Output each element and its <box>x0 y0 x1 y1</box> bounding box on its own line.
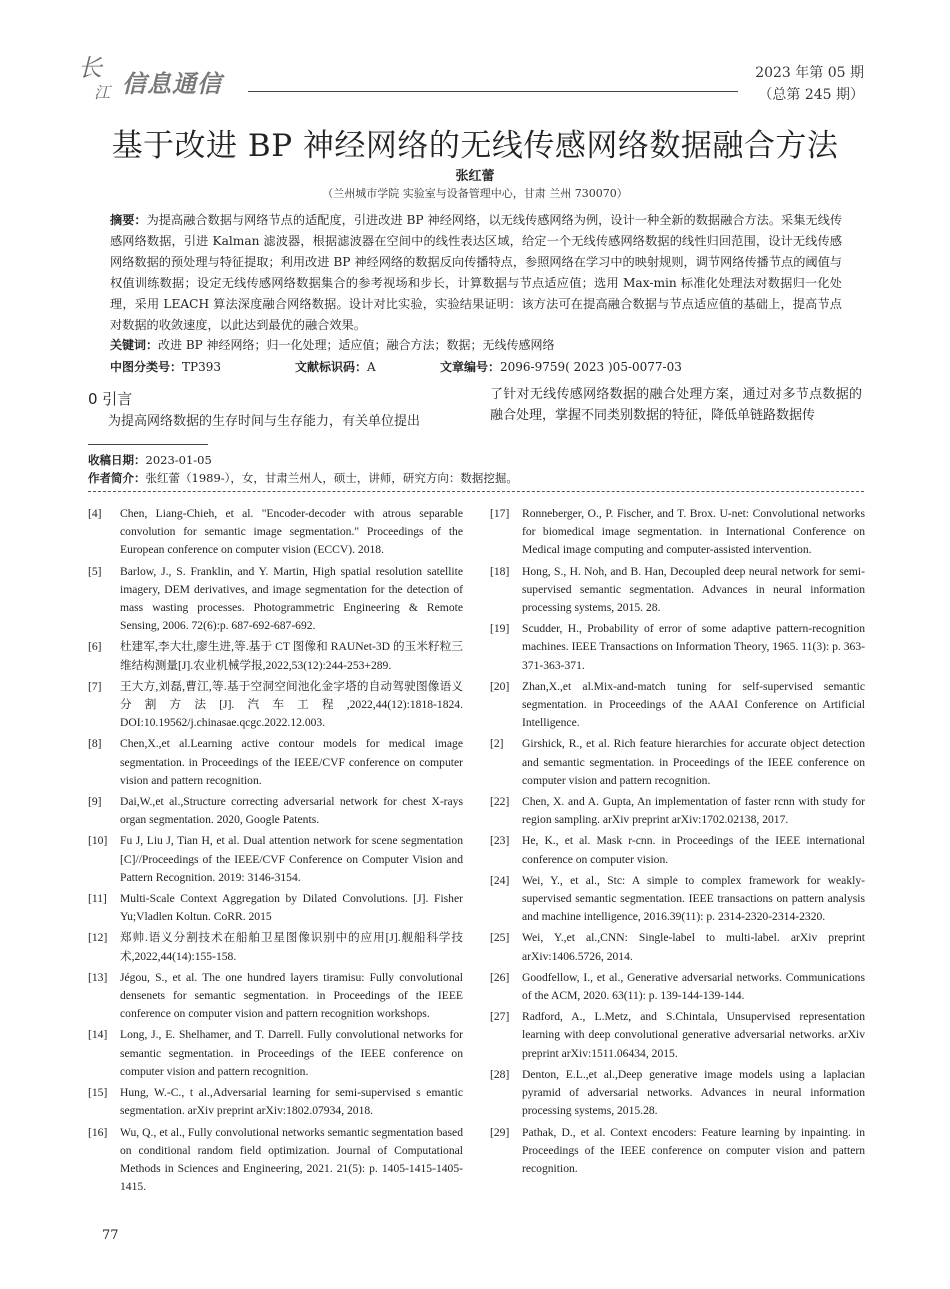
article-author: 张红蕾 <box>455 169 495 184</box>
reference-item <box>88 1124 463 1197</box>
article-value: 2096-9759( 2023 )05-0077-03 <box>500 360 682 374</box>
reference-number: [19] <box>490 622 510 636</box>
reference-item <box>490 793 865 829</box>
footnote-rule <box>88 444 208 445</box>
reference-text: Wei, Y., et al., Stc: A simple to complex framework for weakly-supervised semantic segmentation. IEEE transactions on pattern analysis and machine intelligence, 2016.39(11): p. 2314-2320-2314-2320. <box>522 873 865 924</box>
reference-text: Barlow, J., S. Franklin, and Y. Martin, High spatial resolution satellite imagery, DEM derivatives, and image segmentation for the detection of mass wasting processes. Photogrammetric Engineering & Remote Sensing, 2006. 72(6):p. 687-692-687-692. <box>120 564 463 633</box>
reference-item <box>490 505 865 560</box>
reference-text: Ronneberger, O., P. Fischer, and T. Brox. U-net: Convolutional networks for biomedical image segmentation. in International Conference on Medical image computing and computer-assisted intervention. <box>522 507 865 557</box>
reference-item <box>88 1084 463 1120</box>
reference-number: [12] <box>88 931 108 945</box>
reference-number: [5] <box>88 564 102 578</box>
reference-text: 杜建军,李大壮,廖生进,等.基于 CT 图像和 RAUNet-3D 的玉米籽粒三维结构测量[J].农业机械学报,2022,53(12):244-253+289. <box>120 640 463 672</box>
reference-number: [13] <box>88 970 108 984</box>
reference-text: 郑帅.语义分割技术在船舶卫星图像识别中的应用[J].舰船科学技术,2022,44(14):155-158. <box>120 931 463 963</box>
author-affiliation: （兰州城市学院 实验室与设备管理中心，甘肃 兰州 730070） <box>322 187 628 200</box>
logo-brand-text: 信息通信 <box>122 70 222 98</box>
reference-number: [10] <box>88 834 108 848</box>
reference-text: Dai,W.,et al.,Structure correcting adversarial network for chest X-rays organ segmentation. 2020, Google Patents. <box>120 795 463 827</box>
reference-text: Fu J, Liu J, Tian H, et al. Dual attention network for scene segmentation [C]//Proceedings of the IEEE/CVF Conference on Computer Vision and Pattern Recognition. 2019: 3146-3154. <box>120 834 463 884</box>
reference-number: [24] <box>490 873 510 887</box>
reference-item <box>88 505 463 560</box>
keywords-label: 关键词： <box>110 338 159 352</box>
reference-item <box>88 638 463 674</box>
reference-number: [2] <box>490 737 504 751</box>
reference-item <box>490 832 865 868</box>
reference-text: Girshick, R., et al. Rich feature hierarchies for accurate object detection and semantic segmentation. in Proceedings of the IEEE conference on computer vision and pattern recognition. <box>522 737 865 787</box>
clc-value: TP393 <box>182 360 221 374</box>
issue-line-1: 2023 年第 05 期 <box>755 65 864 81</box>
intro-right-text: 了针对无线传感网络数据的融合处理方案，通过对多节点数据的融合处理，掌握不同类别数据的特征，降低单链路数据传 <box>490 387 862 423</box>
references-right-column <box>490 505 865 1181</box>
reference-item <box>490 1124 865 1179</box>
doc-value: A <box>367 360 376 374</box>
keywords-text: 改进 BP 神经网络；归一化处理；适应值；融合方法；数据；无线传感网络 <box>158 338 555 352</box>
reference-item <box>88 735 463 790</box>
document-code <box>295 358 376 375</box>
abstract-text: 为提高融合数据与网络节点的适配度，引进改进 BP 神经网络，以无线传感网络为例，设计一种全新的数据融合方法。采集无线传感网络数据，引进 Kalman 滤波器，根据滤波器在空间中的线性表达区域，给定一个无线传感网络数据的线性归回范围，设计无线传感网络数据的预处理与特征提取；利用改进 BP 神经网络的数据反向传播特点，参照网络在学习中的映射规则，调节网络传播节点的阈值与权值训练数据；设定无线传感网络数据集合的参考视场和步长，计算数据与节点适应值；选用 Max-min 标准化处理法对数据归一化处理，采用 LEACH 算法深度融合网络数据。设计对比实验，实验结果证明：该方法可在提高融合数据与节点适应值的基础上，提高节点对数据的收敛速度，以此达到最优的融合效果。 <box>110 213 843 332</box>
reference-text: Jégou, S., et al. The one hundred layers tiramisu: Fully convolutional densenets for semantic segmentation. in Proceedings of the IEEE conference on computer vision and pattern recognition workshops. <box>120 970 463 1021</box>
issue-line-2: （总第 245 期） <box>758 87 864 103</box>
logo-char-jiang: 江 <box>94 83 111 102</box>
reference-item <box>88 929 463 965</box>
reference-text: Denton, E.L.,et al.,Deep generative image models using a laplacian pyramid of adversarial networks. Advances in neural information processing systems, 2015.28. <box>522 1067 865 1118</box>
article-number <box>440 358 682 375</box>
reference-item <box>490 563 865 618</box>
reference-item <box>490 1066 865 1121</box>
reference-text: Wei, Y.,et al.,CNN: Single-label to multi-label. arXiv preprint arXiv:1406.5726, 2014. <box>522 931 865 963</box>
reference-text: He, K., et al. Mask r-cnn. in Proceedings of the IEEE international conference on computer vision. <box>522 834 865 866</box>
reference-number: [6] <box>88 640 102 654</box>
reference-text: Long, J., E. Shelhamer, and T. Darrell. Fully convolutional networks for semantic segmentation. in Proceedings of the IEEE conference on computer vision and pattern recognition. <box>120 1028 463 1078</box>
reference-number: [22] <box>490 795 510 809</box>
page-number: 77 <box>102 1228 119 1243</box>
reference-number: [16] <box>88 1125 108 1139</box>
reference-number: [26] <box>490 970 510 984</box>
reference-number: [4] <box>88 507 102 520</box>
reference-item <box>88 832 463 887</box>
reference-number: [7] <box>88 679 102 693</box>
reference-text: Scudder, H., Probability of error of some adaptive pattern-recognition machines. IEEE Transactions on Information Theory, 1965. 11(3): p. 363-371-363-371. <box>522 622 865 672</box>
reference-item <box>88 890 463 926</box>
bio-text: 张红蕾（1989-），女，甘肃兰州人，硕士，讲师，研究方向：数据挖掘。 <box>145 471 518 485</box>
reference-number: [14] <box>88 1028 108 1042</box>
footnote-received <box>88 452 212 468</box>
footnote-bio <box>88 470 518 486</box>
received-date: 2023-01-05 <box>145 453 212 467</box>
keywords <box>110 336 842 353</box>
issue-info <box>755 62 864 106</box>
reference-number: [15] <box>88 1086 108 1100</box>
received-label: 收稿日期： <box>88 453 146 467</box>
reference-number: [18] <box>490 564 510 578</box>
reference-item <box>490 735 865 790</box>
reference-text: Hung, W.-C., t al.,Adversarial learning for semi-supervised s emantic segmentation. arXiv preprint arXiv:1802.07934, 2018. <box>120 1086 463 1118</box>
reference-item <box>490 929 865 965</box>
dashed-separator <box>88 491 864 492</box>
abstract-label: 摘要： <box>110 213 147 227</box>
reference-item <box>88 678 463 733</box>
reference-text: Radford, A., L.Metz, and S.Chintala, Unsupervised representation learning with deep convolutional generative adversarial networks. arXiv preprint arXiv:1511.06434, 2015. <box>522 1010 865 1060</box>
reference-text: Pathak, D., et al. Context encoders: Feature learning by inpainting. in Proceedings of the IEEE conference on computer vision and pattern recognition. <box>522 1125 865 1175</box>
reference-text: Wu, Q., et al., Fully convolutional networks semantic segmentation based on conditional random field optimization. Journal of Computational Methods in Sciences and Engineering, 2021. 21(5): p. 1405-1415-1405-1415. <box>120 1125 463 1194</box>
reference-number: [23] <box>490 834 510 848</box>
reference-text: Chen, X. and A. Gupta, An implementation of faster rcnn with study for region sampling. arXiv preprint arXiv:1702.02138, 2017. <box>522 795 865 827</box>
article-label: 文章编号： <box>440 360 501 374</box>
header-rule <box>248 91 738 92</box>
reference-item <box>490 620 865 675</box>
reference-item <box>88 969 463 1024</box>
reference-text: Chen,X.,et al.Learning active contour models for medical image segmentation. in Proceedings of the IEEE/CVF conference on computer vision and pattern recognition. <box>120 737 463 787</box>
reference-item <box>490 969 865 1005</box>
article-title: 基于改进 BP 神经网络的无线传感网络数据融合方法 <box>111 128 839 164</box>
reference-text: Goodfellow, I., et al., Generative adversarial networks. Communications of the ACM, 2020. 63(11): p. 139-144-139-144. <box>522 970 865 1003</box>
reference-text: Hong, S., H. Noh, and B. Han, Decoupled deep neural network for semi-supervised semantic segmentation. Advances in neural information processing systems, 2015. 28. <box>522 564 865 615</box>
reference-number: [27] <box>490 1010 510 1024</box>
bio-label: 作者简介： <box>88 471 146 485</box>
intro-left-text: 为提高网络数据的生存时间与生存能力，有关单位提出 <box>108 414 421 429</box>
section-heading-intro: 0 引言 <box>88 390 133 408</box>
abstract <box>110 210 842 336</box>
reference-text: Chen, Liang-Chieh, et al. "Encoder-decoder with atrous separable convolution for semantic image segmentation." Proceedings of the European conference on computer vision (ECCV). 2018. <box>120 507 463 557</box>
reference-number: [28] <box>490 1067 510 1081</box>
reference-number: [29] <box>490 1125 510 1139</box>
reference-item <box>490 872 865 927</box>
reference-number: [17] <box>490 507 510 520</box>
reference-number: [20] <box>490 679 510 693</box>
reference-number: [25] <box>490 931 510 945</box>
logo-char-chang: 长 <box>78 54 102 82</box>
reference-text: Zhan,X.,et al.Mix-and-match tuning for self-supervised semantic segmentation. in Proceedings of the AAAI Conference on Artificial Intelligence. <box>522 679 865 730</box>
clc-label: 中图分类号： <box>110 360 183 374</box>
reference-item <box>88 793 463 829</box>
doc-label: 文献标识码： <box>295 360 368 374</box>
reference-item <box>88 563 463 636</box>
reference-number: [8] <box>88 737 102 751</box>
reference-item <box>88 1026 463 1081</box>
reference-text: Multi-Scale Context Aggregation by Dilated Convolutions. [J]. Fisher Yu;Vladlen Koltun. CoRR. 2015 <box>120 892 463 924</box>
clc-number <box>110 358 221 375</box>
reference-item <box>490 678 865 733</box>
reference-item <box>490 1008 865 1063</box>
journal-logo <box>78 56 238 102</box>
reference-number: [11] <box>88 892 107 906</box>
references-left-column <box>88 505 463 1199</box>
reference-text: 王大方,刘磊,曹江,等.基于空洞空间池化金字塔的自动驾驶图像语义分割方法[J].汽车工程,2022,44(12):1818-1824. DOI:10.19562/j.chinasae.qcgc.2022.12.003. <box>120 679 463 730</box>
reference-number: [9] <box>88 795 102 809</box>
